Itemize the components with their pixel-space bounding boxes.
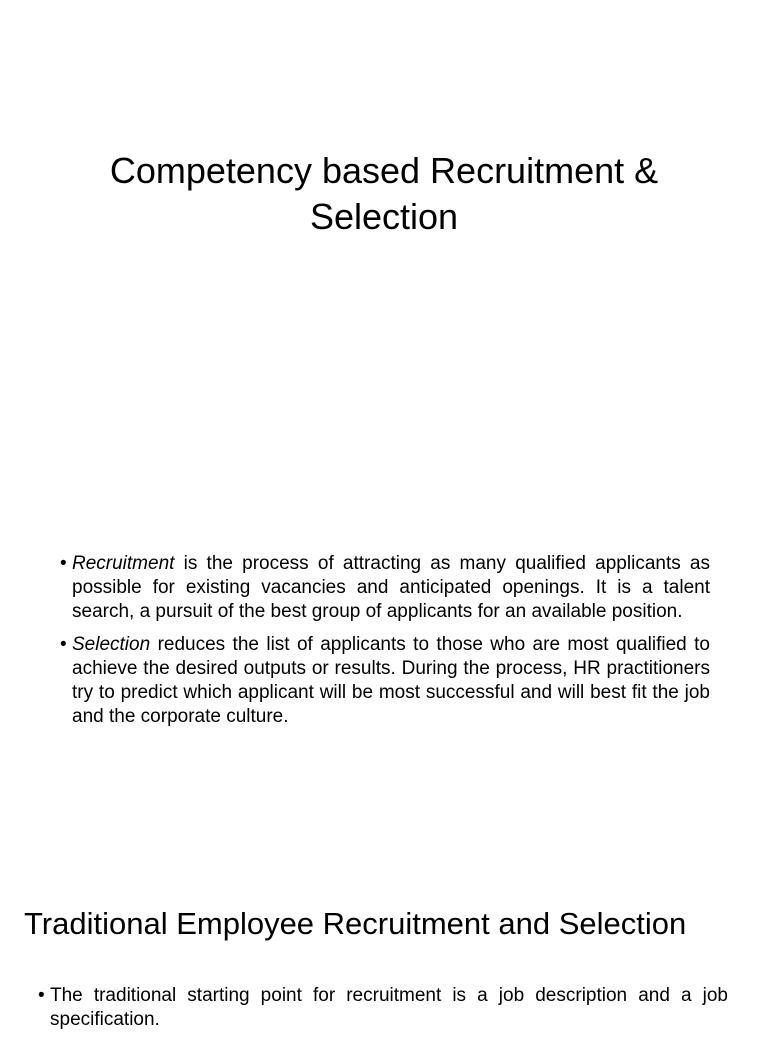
title-line-1: Competency based Recruitment & [109, 150, 659, 191]
bullet-dot: • [60, 553, 67, 574]
traditional-bullet [38, 984, 728, 1032]
definition-list [60, 552, 710, 738]
traditional-list [38, 984, 728, 1041]
selection-term: Selection [72, 634, 151, 655]
selection-text: reduces the list of applicants to those who are most qualified to achieve the desired outputs or results. During the process, HR practitioners try to predict which applicant will be most successful and will best fit the job and the corporate culture. [72, 634, 710, 727]
slide-title [40, 148, 728, 240]
bullet-dot: • [38, 985, 45, 1006]
slide-1 [0, 0, 768, 512]
slide-2 [0, 512, 768, 1030]
recruitment-bullet [60, 552, 710, 624]
selection-bullet [60, 633, 710, 729]
title-line-2: Selection [309, 196, 459, 237]
recruitment-term: Recruitment [72, 553, 175, 574]
recruitment-text: is the process of attracting as many qualified applicants as possible for existing vacancies and anticipated openings. It is a talent search, a pursuit of the best group of applicants for an available position. [72, 553, 710, 622]
traditional-text: The traditional starting point for recruitment is a job description and a job specification. [50, 985, 728, 1030]
bullet-dot: • [60, 634, 67, 655]
section-title: Traditional Employee Recruitment and Selection [24, 906, 687, 941]
